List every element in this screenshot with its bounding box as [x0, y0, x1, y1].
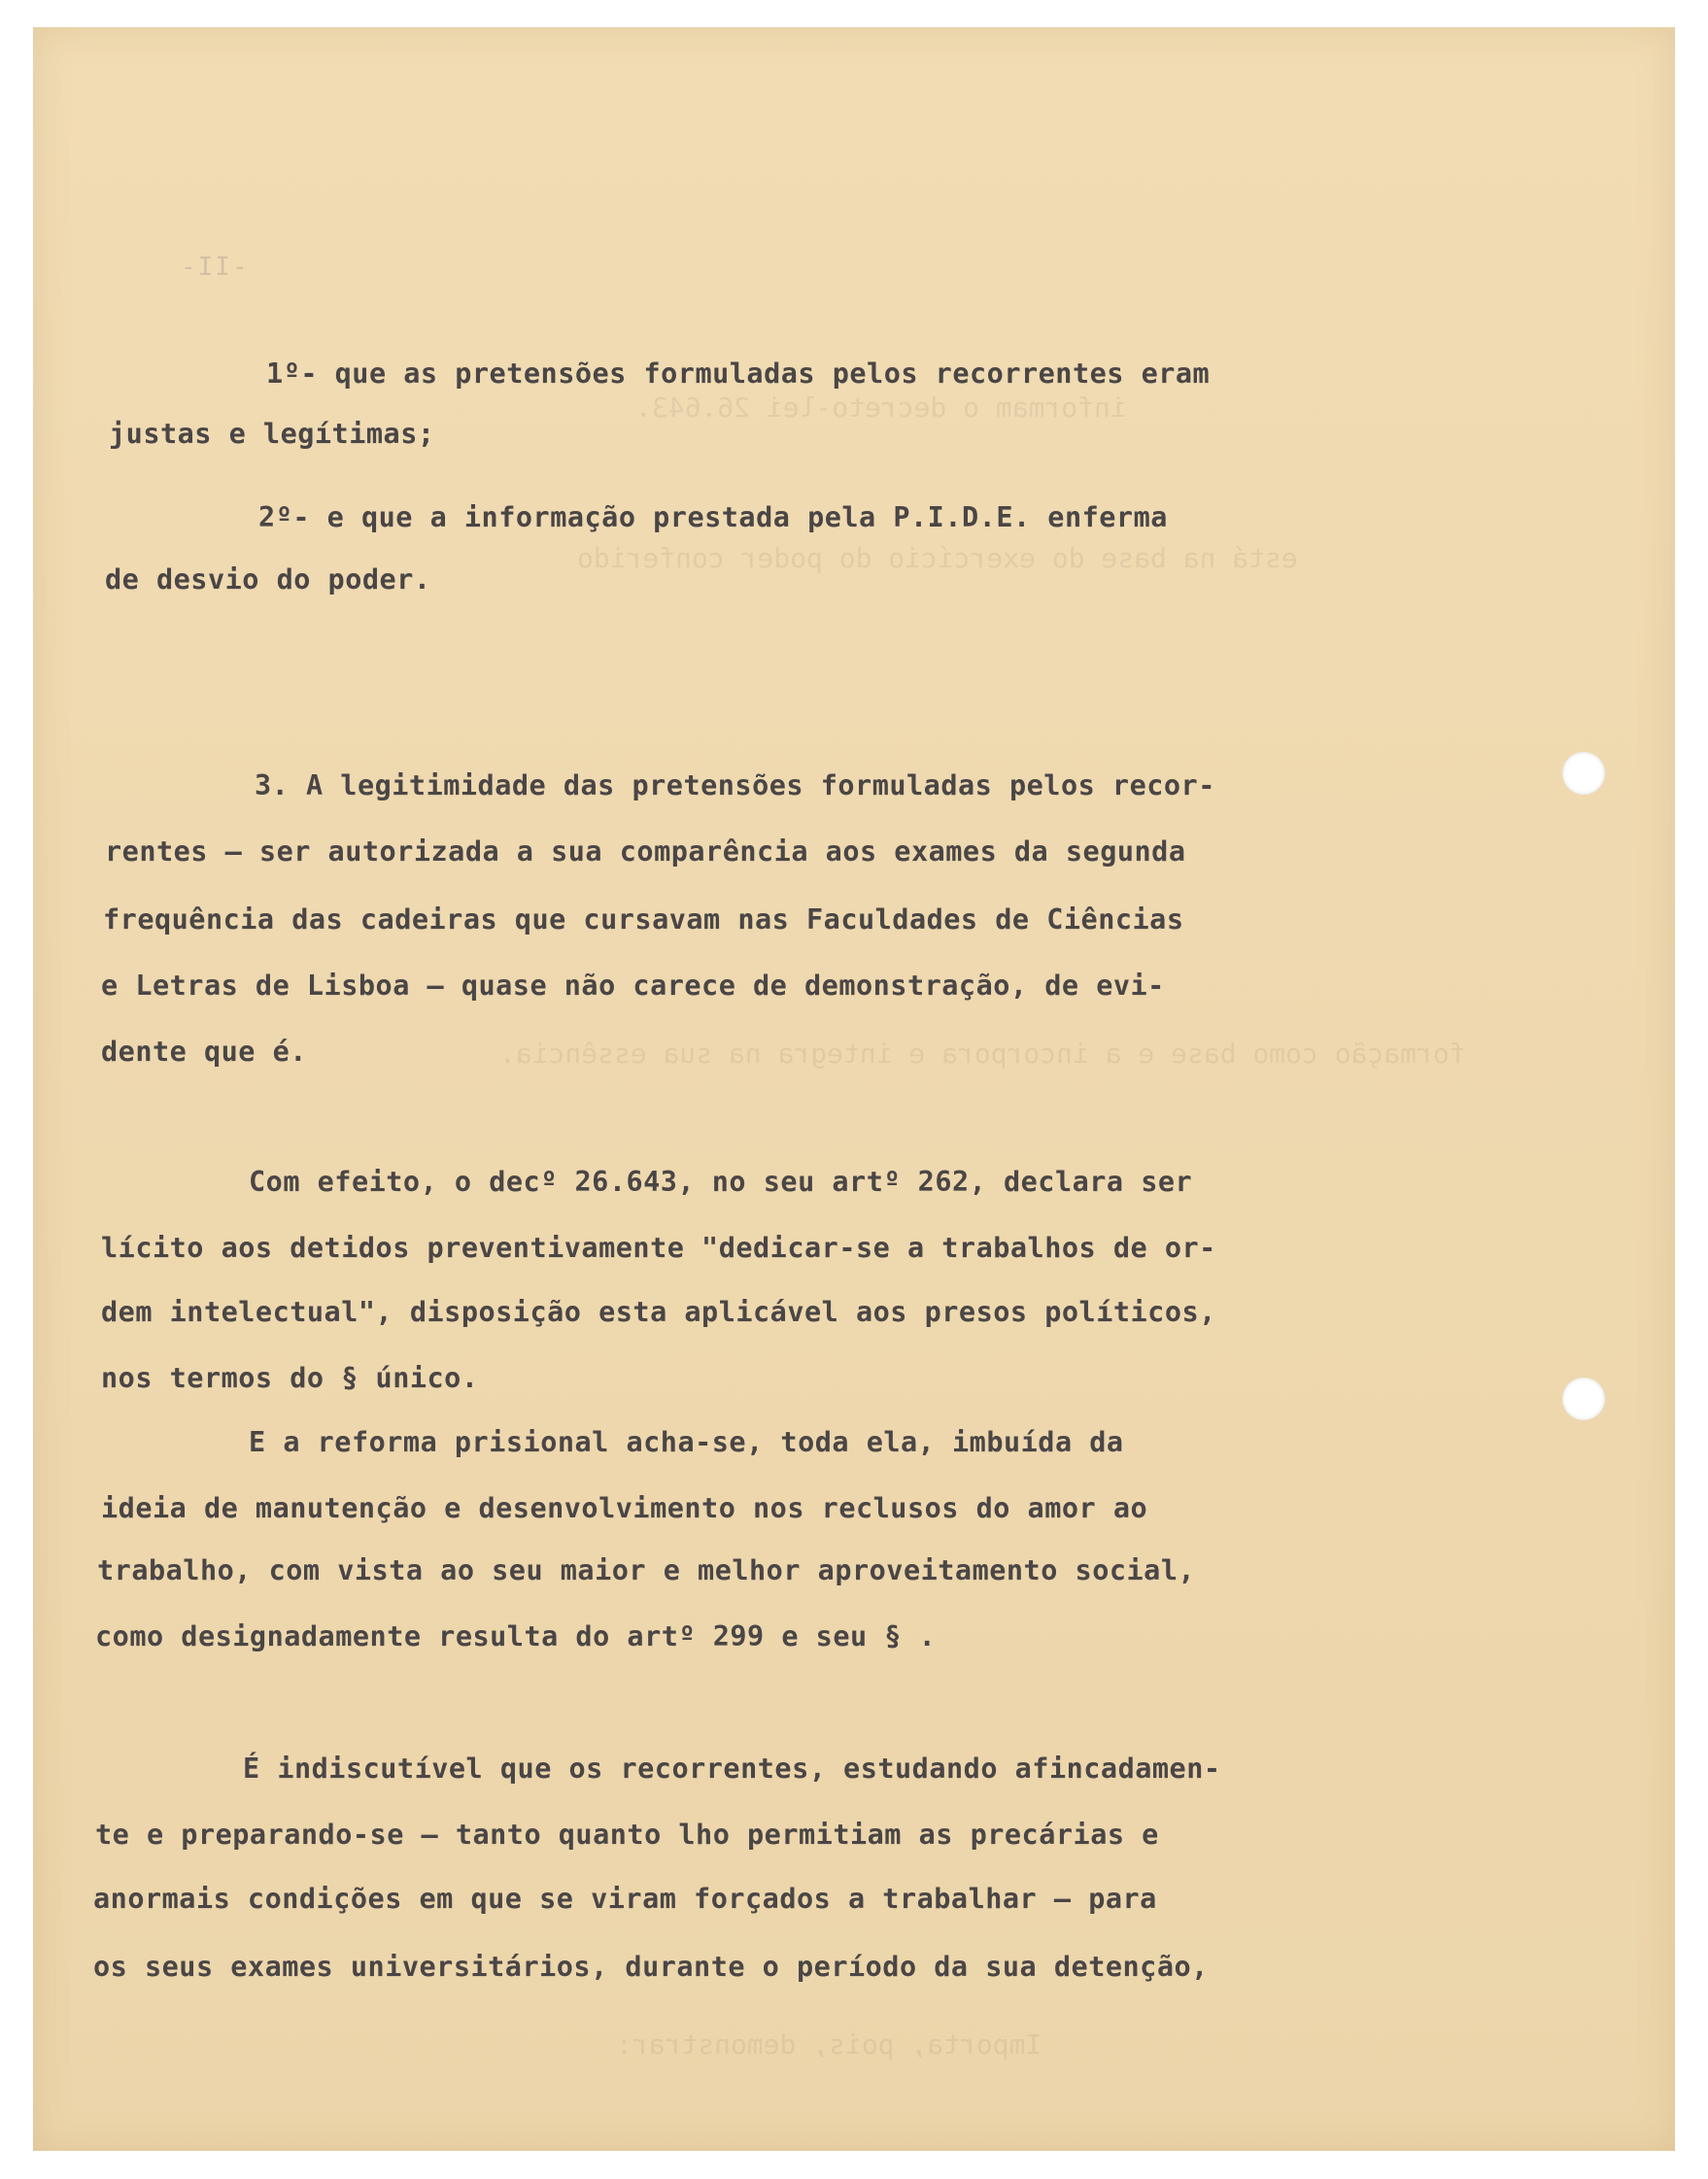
- text-line: ideia de manutenção e desenvolvimento nos reclusos do amor ao: [101, 1492, 1148, 1524]
- text-line: E a reforma prisional acha-se, toda ela, imbuída da: [249, 1426, 1124, 1458]
- punch-hole: [1562, 752, 1605, 795]
- text-line: como designadamente resulta do artº 299 e seu § .: [95, 1620, 937, 1652]
- text-line: lícito aos detidos preventivamente "dedicar-se a trabalhos de or-: [101, 1232, 1216, 1264]
- text-line: os seus exames universitários, durante o período da sua detenção,: [93, 1951, 1209, 1983]
- text-line: de desvio do poder.: [105, 563, 431, 596]
- text-line: te e preparando-se — tanto quanto lho permitiam as precárias e: [95, 1819, 1159, 1851]
- text-line: justas e legítimas;: [109, 418, 435, 450]
- text-line: Com efeito, o decº 26.643, no seu artº 262, declara ser: [249, 1166, 1193, 1198]
- punch-hole: [1562, 1378, 1605, 1420]
- text-line: 2º- e que a informação prestada pela P.I.D.E. enferma: [258, 501, 1168, 533]
- text-line: 1º- que as pretensões formuladas pelos recorrentes eram: [266, 357, 1211, 390]
- text-line: nos termos do § único.: [101, 1362, 479, 1394]
- text-line: dente que é.: [101, 1036, 307, 1068]
- text-line: rentes — ser autorizada a sua comparência aos exames da segunda: [105, 835, 1186, 868]
- text-line: dem intelectual", disposição esta aplicável aos presos políticos,: [101, 1296, 1216, 1328]
- text-line: frequência das cadeiras que cursavam nas Faculdades de Ciências: [103, 903, 1184, 936]
- page-number: -II-: [181, 253, 250, 282]
- bleed-through-text: formação como base e a incorpora e integra na sua essência.: [499, 1038, 1466, 1070]
- bleed-through-text: está na base do exercício do poder conferido: [577, 542, 1298, 574]
- bleed-through-text: informam o decreto-lei 26.643.: [635, 392, 1127, 424]
- text-line: 3. A legitimidade das pretensões formuladas pelos recor-: [255, 769, 1215, 801]
- document-page: [33, 27, 1675, 2151]
- text-line: e Letras de Lisboa — quase não carece de demonstração, de evi-: [101, 970, 1165, 1002]
- bleed-through-text: Importa, pois, demonstrar:: [616, 2028, 1042, 2060]
- text-line: É indiscutível que os recorrentes, estudando afincadamen-: [243, 1753, 1221, 1785]
- text-line: anormais condições em que se viram forçados a trabalhar — para: [93, 1883, 1157, 1915]
- text-line: trabalho, com vista ao seu maior e melhor aproveitamento social,: [97, 1554, 1196, 1586]
